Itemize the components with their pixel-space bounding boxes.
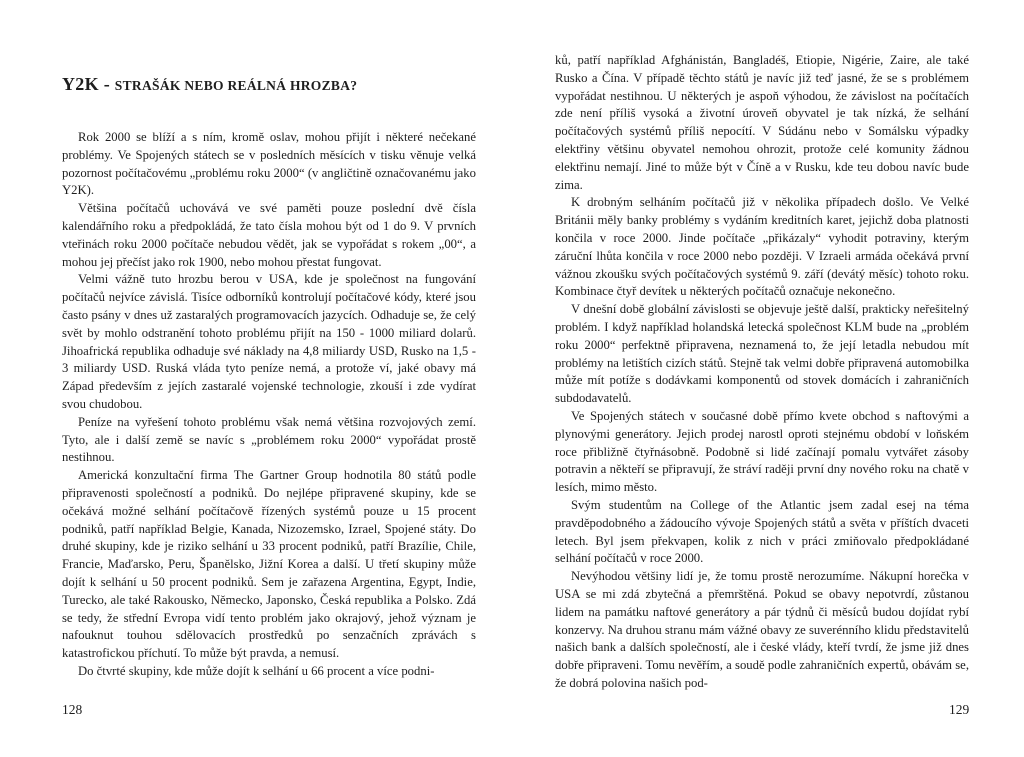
chapter-title-prefix: Y2K - (62, 74, 115, 94)
paragraph: Peníze na vyřešení tohoto problému však nemá většina rozvojových zemí. Tyto, ale i další země se navíc s „problémem roku 2000“ vypořádat prostě nestihnou. (62, 414, 476, 465)
left-page-text (62, 129, 476, 681)
chapter-title-rest: STRAŠÁK NEBO REÁLNÁ HROZBA? (114, 78, 358, 93)
paragraph: Americká konzultační firma The Gartner Group hodnotila 80 států podle připravenosti společností a podniků. Do nejlépe připravené skupiny, kde se očekává možné selhání počítačově řízených systémů pouze u 15 procent podniků, patří například Belgie, Kanada, Nizozemsko, Izrael, Spojené státy. Do druhé skupiny, kde je riziko selhání u 33 procent podniků, patří Brazílie, Chile, Francie, Maďarsko, Peru, Španělsko, Jižní Korea a další. U třetí skupiny může dojít k selhání u 50 procent podniků. Sem je zařazena Argentina, Egypt, Indie, Turecko, ale také Rakousko, Německo, Japonsko, Česká republika a Polsko. Zdá se tedy, že střední Evropa vidí tento problém jako okrajový, jehož význam je nafouknut touhou sdělovacích prostředků po senzačních zprávách s katastrofickou příchutí. To může být pravda, a nemusí. (62, 468, 476, 661)
paragraph: K drobným selháním počítačů již v několika případech došlo. Ve Velké Británii měly banky problémy s vydáním kreditních karet, jejichž doba platnosti končila v roce 2000. Jinde počítače „přikázaly“ vyhodit potraviny, kterým záruční lhůta končila v roce 2000 nebo později. V Izraeli armáda očekává první vážnou zkoušku svých počítačových systémů 9. září (devátý měsíc) tohoto roku. Kombinace čtyř devítek u některých počítačů označuje nekonečno. (555, 195, 969, 299)
paragraph: Většina počítačů uchovává ve své paměti pouze poslední dvě čísla kalendářního roku a předpokládá, že tato čísla mohou být od 1 do 9. V prvních vteřinách roku 2000 počítače nebudou vědět, jak se vypořádat s rokem „00“, a mohou jej přečíst jako rok 1900, nebo mohou přestat fungovat. (62, 201, 476, 269)
paragraph: Ve Spojených státech v současné době přímo kvete obchod s naftovými a plynovými generátory. Jejich prodej narostl oproti stejnému období v loňském roce přibližně čtyřnásobně. Podobně si lidé začínají pomalu vytvářet zásoby potravin a někteří se připravují, že stráví raději první dny nového roku na chatě v lesích, mimo město. (555, 408, 969, 495)
paragraph: Do čtvrté skupiny, kde může dojít k selhání u 66 procent a více podni- (78, 663, 435, 678)
paragraph: V dnešní době globální závislosti se objevuje ještě další, prakticky neřešitelný problém. I když například holandská letecká společnost KLM bude na „problém roku 2000“ perfektně připravena, neznamená to, že její letadla nebudou mít problémy na letištích cizích států. Stejně tak velmi dobře připravená automobilka může mít potíže s dodávkami komponentů od stovek domácích i zahraničních subdodavatelů. (555, 302, 969, 406)
paragraph: Velmi vážně tuto hrozbu berou v USA, kde je společnost na fungování počítačů nejvíce závislá. Tisíce odborníků kontrolují počítačové kódy, které jsou často psány v dnes už zastaralých programovacích jazycích. Odhaduje se, že celý svět by mohlo odstranění tohoto problému přijít na 150 - 1000 miliard dolarů. Jihoafrická republika odhaduje své náklady na 4,8 miliardy USD, Rusko na 1,5 - 3 miliardy USD. Ruská vláda tyto peníze nemá, a protože ví, jaké obavy má Západ především z jejích zastaralé vojenské technologie, zkouší i zde vydírat svou chudobou. (62, 272, 476, 411)
right-page-text (555, 52, 969, 693)
paragraph: Nevýhodou většiny lidí je, že tomu prostě nerozumíme. Nákupní horečka v USA se mi zdá zbytečná a přemrštěná. Pokud se obavy nepotvrdí, zůstanou lidem na památku naftové generátory a pár týdnů či měsíců budou dojídat rybí konzervy. Na druhou stranu mám vážné obavy ze suverénního klidu představitelů našich bank a dalších společností, ale i české vlády, kteří tvrdí, že jsme již dnes dobře připraveni. Tomu nevěřím, a soudě podle zahraničních expertů, obávám se, že dobrá polovina našich pod- (555, 569, 969, 690)
page-number-right: 129 (949, 702, 970, 717)
right-page (512, 0, 1024, 757)
chapter-title (62, 61, 357, 98)
paragraph-continuation: ků, patří například Afghánistán, Bangladéš, Etiopie, Nigérie, Zaire, ale také Rusko a Čína. V případě těchto států je navíc již teď jasné, že se s problémem vypořádat nestihnou. U některých je aspoň výhodou, že závislost na počítačích zde není příliš vysoká a životní úroveň obyvatel je tak nízká, že selhání počítačových systémů příliš nepocítí. V Súdánu nebo v Somálsku výpadky elektřiny většinu obyvatel nemohou ohrozit, protože celé komunity žádnou elektřinu nemají. Jiné to může být v Číně a v Rusku, kde teu dobou navíc bude zima. (555, 53, 969, 192)
page-number-left: 128 (62, 702, 83, 717)
paragraph: Rok 2000 se blíží a s ním, kromě oslav, mohou přijít i některé nečekané problémy. Ve Spojených státech se v posledních měsících v tisku věnuje velká pozornost počítačovému „problému roku 2000“ (v angličtině označovanému jako Y2K). (62, 130, 476, 198)
paragraph: Svým studentům na College of the Atlantic jsem zadal esej na téma pravděpodobného a žádoucího vývoje Spojených států a světa v příštích dvaceti letech. Byl jsem překvapen, kolik z nich v práci zmiňovalo předpokládané selhání počítačů v roce 2000. (555, 497, 969, 566)
